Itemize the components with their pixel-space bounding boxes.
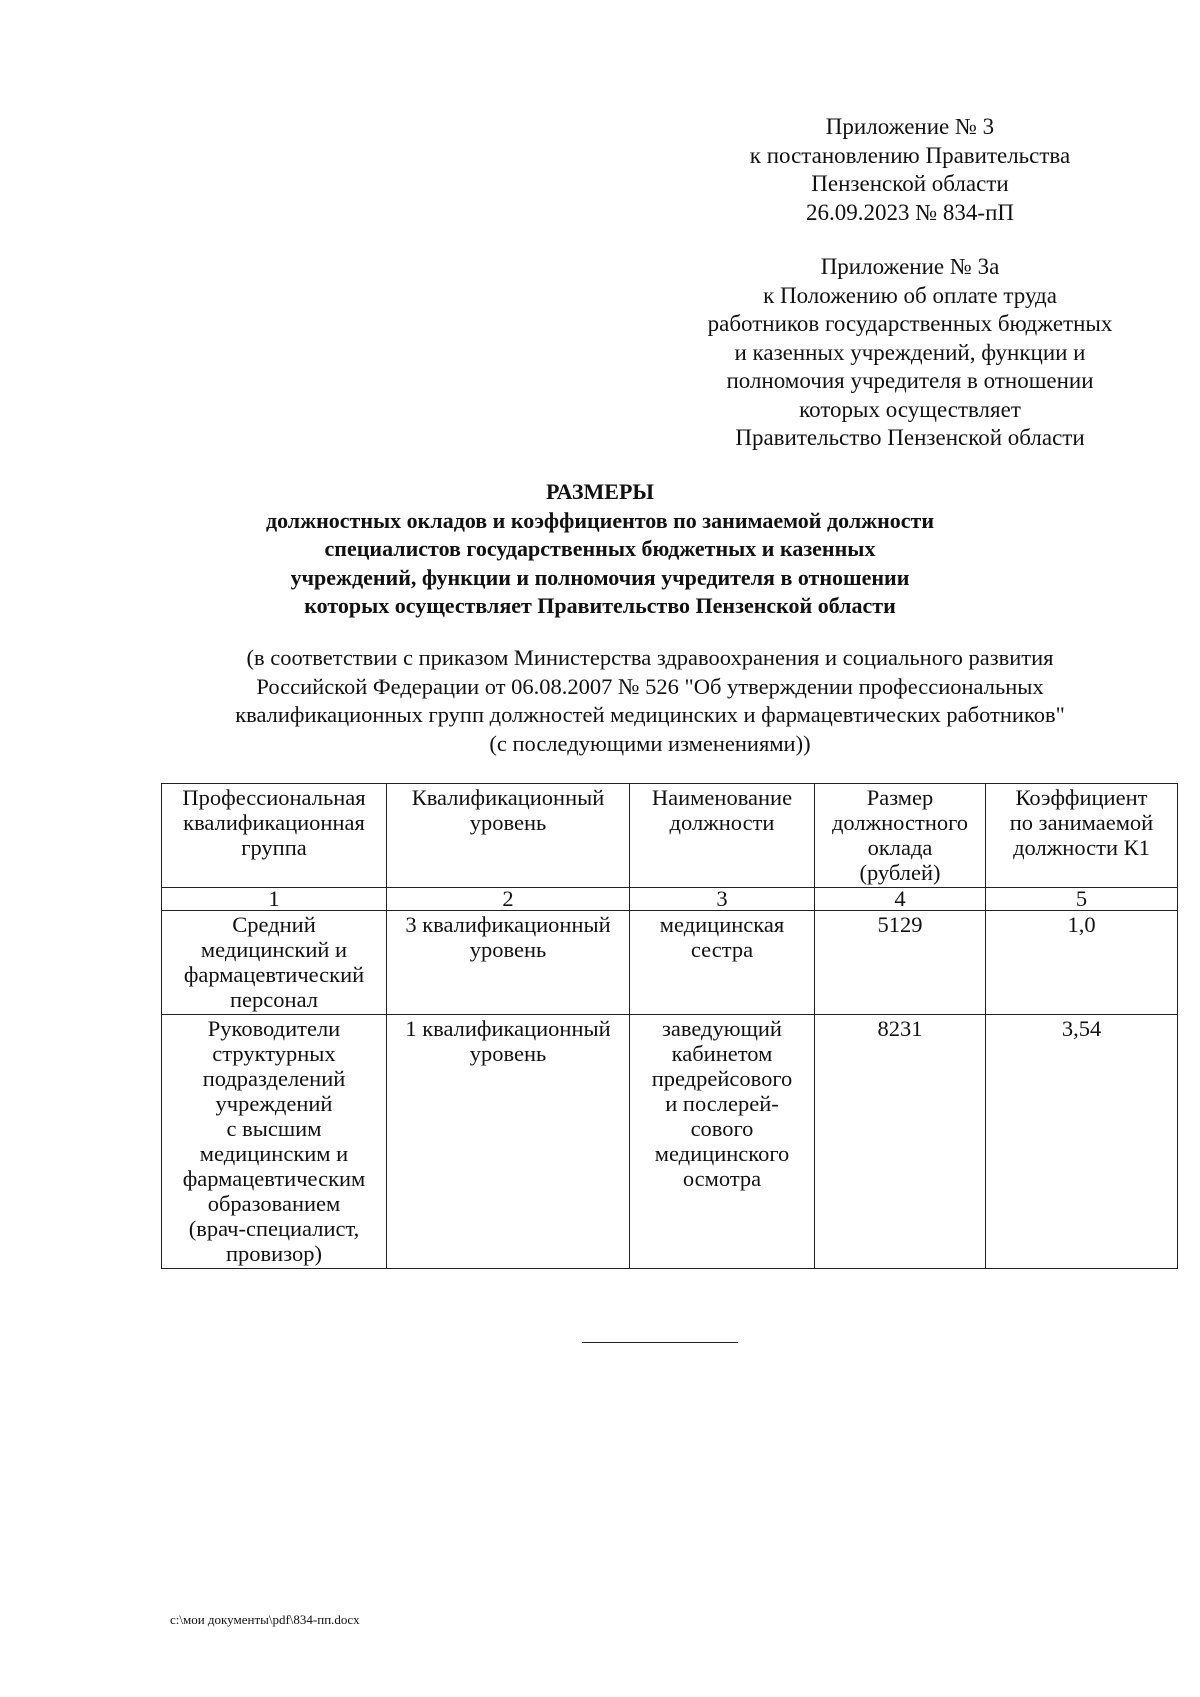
cell-position — [630, 1015, 815, 1269]
annex-2-line: к Положению об оплате труда — [763, 282, 1057, 308]
title-line: специалистов государственных бюджетных и казенных — [324, 536, 876, 561]
cell-text: 1 квалификационный — [405, 1016, 611, 1041]
annex-2-line: которых осуществляет — [799, 396, 1021, 422]
column-number: 3 — [630, 888, 815, 911]
cell-level — [387, 1015, 630, 1269]
header-text: уровень — [469, 810, 547, 835]
cell-text: предрейсового — [651, 1066, 793, 1091]
cell-text: 8231 — [877, 1016, 923, 1041]
cell-text: и послерей- — [665, 1091, 779, 1116]
annex-2-line: и казенных учреждений, функции и — [734, 339, 1086, 365]
footer-file-path: c:\мои документы\pdf\834-пп.docx — [170, 1612, 360, 1627]
cell-text: осмотра — [682, 1166, 762, 1191]
cell-coefficient — [986, 911, 1178, 1015]
cell-text: уровень — [469, 937, 547, 962]
cell-text: провизор) — [226, 1241, 322, 1266]
cell-text: Руководители — [207, 1016, 341, 1041]
cell-text: подразделений — [202, 1066, 346, 1091]
legal-basis-note — [150, 644, 1150, 758]
cell-text: сового — [690, 1116, 754, 1141]
column-number: 1 — [162, 888, 387, 911]
basis-line: Российской Федерации от 06.08.2007 № 526 "Об утверждении профессиональных — [256, 673, 1044, 699]
header-text: (рублей) — [859, 860, 941, 885]
header-text: должности — [669, 810, 775, 835]
cell-salary — [815, 1015, 986, 1269]
header-text: Профессиональная — [182, 785, 366, 810]
annex-header-2 — [660, 253, 1160, 453]
header-text: оклада — [867, 835, 933, 860]
header-text: группа — [241, 835, 307, 860]
annex-header-1 — [660, 113, 1160, 227]
column-number: 4 — [815, 888, 986, 911]
header-cell-group — [162, 784, 387, 888]
cell-text: медицинский и — [200, 937, 348, 962]
cell-coefficient — [986, 1015, 1178, 1269]
table-row — [162, 1015, 1178, 1269]
cell-group — [162, 1015, 387, 1269]
header-text: Квалификационный — [411, 785, 605, 810]
header-text: по занимаемой — [1009, 810, 1154, 835]
table-header-row — [162, 784, 1178, 888]
column-number: 2 — [387, 888, 630, 911]
header-cell-level — [387, 784, 630, 888]
cell-text: (врач-специалист, — [188, 1216, 360, 1241]
cell-text: медицинским и — [199, 1141, 349, 1166]
cell-text: с высшим — [226, 1116, 322, 1141]
annex-2-line: Правительство Пензенской области — [735, 425, 1085, 450]
annex-1-line: Приложение № 3 — [825, 114, 995, 139]
annex-2-line: Приложение № 3а — [820, 254, 1000, 279]
end-separator-line — [582, 1342, 738, 1343]
document-title — [150, 478, 1050, 621]
column-number: 5 — [986, 888, 1178, 911]
cell-level — [387, 911, 630, 1015]
header-cell-salary — [815, 784, 986, 888]
cell-text: фармацевтический — [183, 962, 365, 987]
cell-text: персонал — [230, 987, 318, 1012]
basis-line: квалификационных групп должностей медицинских и фармацевтических работников" — [235, 702, 1065, 727]
cell-salary — [815, 911, 986, 1015]
header-text: Наименование — [651, 785, 793, 810]
cell-text: 1,0 — [1067, 912, 1096, 937]
cell-text: 3 квалификационный — [405, 912, 611, 937]
title-line: должностных окладов и коэффициентов по занимаемой должности — [265, 507, 935, 533]
title-line: учреждений, функции и полномочия учредителя в отношении — [290, 564, 910, 590]
annex-2-line: полномочия учредителя в отношении — [726, 368, 1094, 393]
annex-1-line: Пензенской области — [811, 171, 1009, 196]
header-text: Размер — [866, 785, 934, 810]
cell-text: медицинского — [654, 1141, 790, 1166]
table-row — [162, 911, 1178, 1015]
salary-table — [161, 783, 1178, 1269]
header-text: должностного — [831, 810, 969, 835]
header-cell-position — [630, 784, 815, 888]
basis-line: (в соответствии с приказом Министерства здравоохранения и социального развития — [246, 645, 1054, 670]
cell-text: сестра — [690, 937, 754, 962]
header-cell-coefficient — [986, 784, 1178, 888]
header-text: квалификационная — [183, 810, 365, 835]
annex-1-line: к постановлению Правительства — [749, 142, 1071, 168]
cell-text: 5129 — [877, 912, 923, 937]
annex-2-line: работников государственных бюджетных — [707, 311, 1113, 336]
cell-text: образованием — [207, 1191, 341, 1216]
cell-text: структурных — [212, 1041, 336, 1066]
title-line: которых осуществляет Правительство Пензенской области — [304, 593, 896, 618]
cell-text: медицинская — [659, 912, 785, 937]
header-text: должности К1 — [1013, 835, 1150, 860]
column-number-row — [162, 888, 1178, 911]
cell-position — [630, 911, 815, 1015]
cell-text: учреждений — [215, 1091, 333, 1116]
cell-text: Средний — [232, 912, 316, 937]
cell-text: 3,54 — [1061, 1016, 1102, 1041]
annex-1-date-number: 26.09.2023 № 834-пП — [805, 199, 1015, 225]
cell-group — [162, 911, 387, 1015]
cell-text: фармацевтическим — [182, 1166, 366, 1191]
cell-text: кабинетом — [671, 1041, 773, 1066]
basis-line: (с последующими изменениями)) — [489, 730, 811, 756]
cell-text: заведующий — [662, 1016, 782, 1041]
cell-text: уровень — [469, 1041, 547, 1066]
title-heading: РАЗМЕРЫ — [545, 479, 655, 504]
header-text: Коэффициент — [1015, 785, 1148, 810]
